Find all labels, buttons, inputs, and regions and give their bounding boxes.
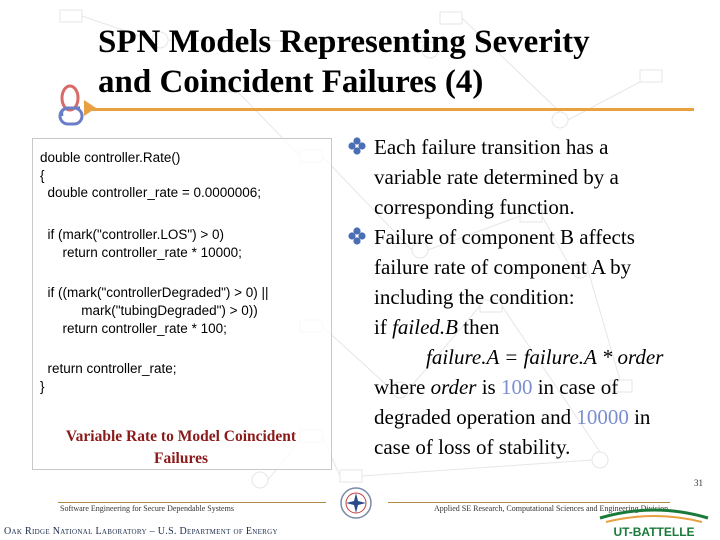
ut-battelle-logo <box>596 500 712 540</box>
diamond-bullet-icon <box>348 227 366 245</box>
code-line: return controller_rate * 100; <box>40 321 227 336</box>
footer-right-text: Applied SE Research, Computational Sciences and Engineering Division <box>434 504 669 513</box>
formula-text: failure.A = failure.A * order <box>426 345 664 369</box>
degraded-prefix: degraded operation and <box>374 405 577 429</box>
code-line: double controller_rate = 0.0000006; <box>40 185 262 200</box>
title-underline <box>92 108 694 111</box>
diamond-bullet-icon <box>348 137 366 155</box>
bullet-text: case of loss of stability. <box>374 435 571 459</box>
degraded-line <box>374 402 708 432</box>
code-line: if ((mark("controllerDegraded") > 0) || <box>40 285 269 300</box>
condition-variable: failed.B <box>392 315 458 339</box>
formula-line <box>374 342 708 372</box>
code-line: if (mark("controller.LOS") > 0) <box>40 227 225 242</box>
bullet-text: Failure of component B affects <box>374 225 635 249</box>
code-line: return controller_rate; <box>40 361 177 376</box>
code-line: { <box>40 168 45 183</box>
code-caption <box>40 426 322 470</box>
bullet-item-2 <box>348 222 708 462</box>
condition-prefix: if <box>374 315 393 339</box>
slide-title <box>98 22 698 102</box>
order-suffix: in case of <box>532 375 619 399</box>
bullet-item-1 <box>348 132 708 222</box>
code-line: mark("tubingDegraded") > 0)) <box>40 303 258 318</box>
bullet-text: failure rate of component A by <box>374 255 632 279</box>
footer-rule-left <box>58 502 326 503</box>
order-value-10000: 10000 <box>576 405 629 429</box>
order-prefix: where <box>374 375 431 399</box>
bullet-text: including the condition: <box>374 285 575 309</box>
ut-logo-text: UT-BATTELLE <box>613 525 695 539</box>
bullet-text: Each failure transition has a <box>374 135 609 159</box>
doe-seal-icon <box>339 486 373 520</box>
degraded-suffix: in <box>628 405 651 429</box>
code-line: return controller_rate * 10000; <box>40 245 242 260</box>
title-line-2: and Coincident Failures (4) <box>98 64 484 100</box>
order-line <box>374 372 708 402</box>
footer-left-text: Software Engineering for Secure Dependable Systems <box>60 504 234 513</box>
caption-line-2: Failures <box>154 450 208 467</box>
order-mid: is <box>476 375 501 399</box>
order-value-100: 100 <box>500 375 533 399</box>
code-line: } <box>40 379 45 394</box>
bullet-text: corresponding function. <box>374 195 575 219</box>
lab-name: Oak Ridge National Laboratory – U.S. Department of Energy <box>4 526 278 537</box>
caption-line-1: Variable Rate to Model Coincident <box>65 428 297 445</box>
page-number: 31 <box>694 478 703 488</box>
condition-suffix: then <box>457 315 500 339</box>
bullet-text: variable rate determined by a <box>374 165 619 189</box>
condition-line <box>374 312 708 342</box>
order-variable: order <box>430 375 477 399</box>
code-line: double controller.Rate() <box>40 150 181 165</box>
title-line-1: SPN Models Representing Severity <box>98 24 590 60</box>
bullet-list <box>348 132 708 462</box>
